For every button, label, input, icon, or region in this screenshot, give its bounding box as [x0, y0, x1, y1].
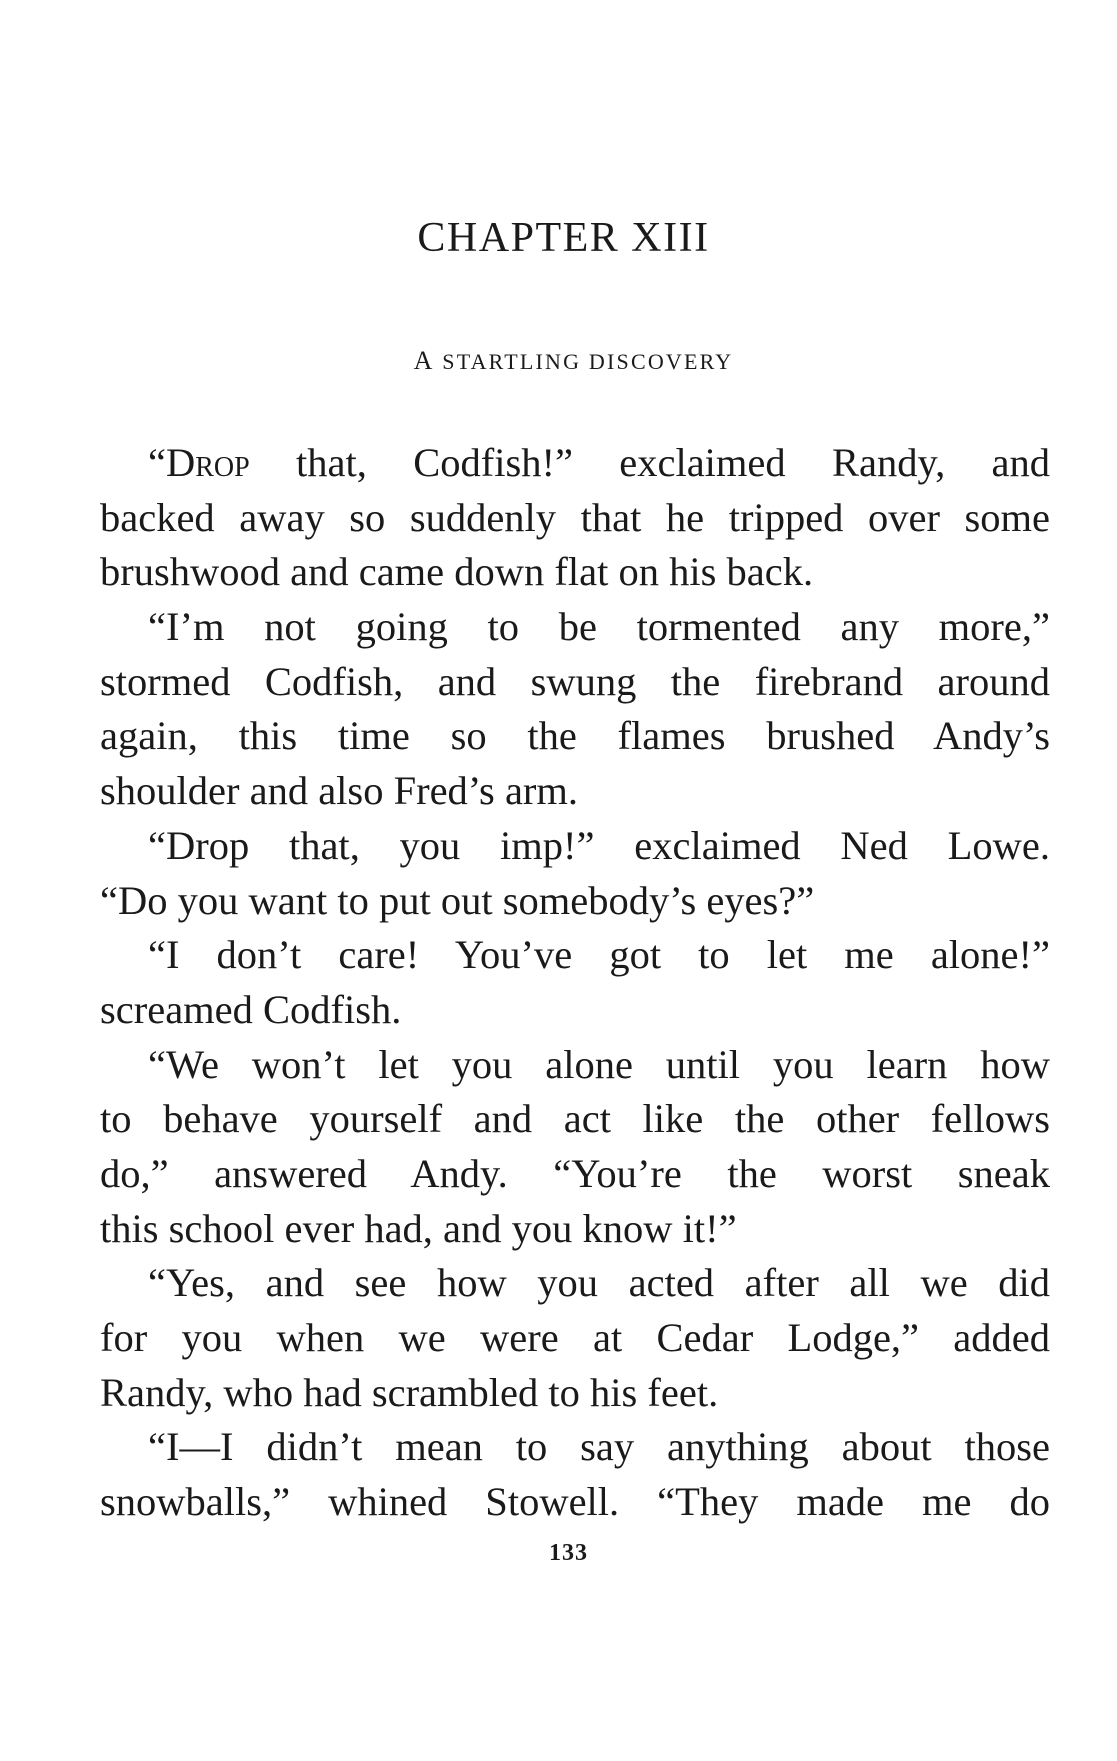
page-number: 133 — [549, 1540, 588, 1566]
text-line: again, this time so the flames brushed Andy’s — [100, 713, 1050, 759]
text-line — [100, 436, 1050, 491]
text-line: for you when we were at Cedar Lodge,” added — [100, 1315, 1050, 1360]
chapter-heading: CHAPTER XIII — [417, 215, 710, 261]
text-line: shoulder and also Fred’s arm. — [100, 768, 579, 814]
text-line: “I—I didn’t mean to say anything about those — [148, 1424, 1050, 1470]
chapter-subtitle — [0, 346, 1117, 376]
text-line: “Yes, and see how you acted after all we did — [148, 1260, 1050, 1306]
text-line: snowballs,” whined Stowell. “They made me do — [100, 1479, 1050, 1525]
text-line: Randy, who had scrambled to his feet. — [100, 1369, 719, 1415]
text-line: to behave yourself and act like the other fellows — [100, 1096, 1050, 1142]
text-line: screamed Codfish. — [100, 986, 402, 1032]
text-line: “I don’t care! You’ve got to let me alone!” — [148, 932, 1050, 978]
text-line: “Do you want to put out somebody’s eyes?” — [100, 877, 815, 923]
text-line: this school ever had, and you know it!” — [100, 1205, 737, 1251]
text-line: do,” answered Andy. “You’re the worst sneak — [100, 1150, 1050, 1196]
chapter-subtitle-title: STARTLING DISCOVERY — [434, 349, 734, 374]
line-text: that, Codfish!” exclaimed Randy, and — [249, 440, 1050, 485]
text-line: brushwood and came down flat on his back. — [100, 549, 814, 595]
text-line: stormed Codfish, and swung the firebrand around — [100, 658, 1050, 704]
text-line: “I’m not going to be tormented any more,” — [148, 604, 1050, 650]
text-line: “Drop that, you imp!” exclaimed Ned Lowe. — [148, 822, 1050, 868]
text-line: “We won’t let you alone until you learn how — [148, 1041, 1050, 1087]
text-line: backed away so suddenly that he tripped over some — [100, 494, 1050, 540]
chapter-subtitle-article: A — [413, 346, 435, 375]
body-text — [100, 436, 1050, 1530]
small-caps-lead: “Drop — [148, 440, 250, 485]
